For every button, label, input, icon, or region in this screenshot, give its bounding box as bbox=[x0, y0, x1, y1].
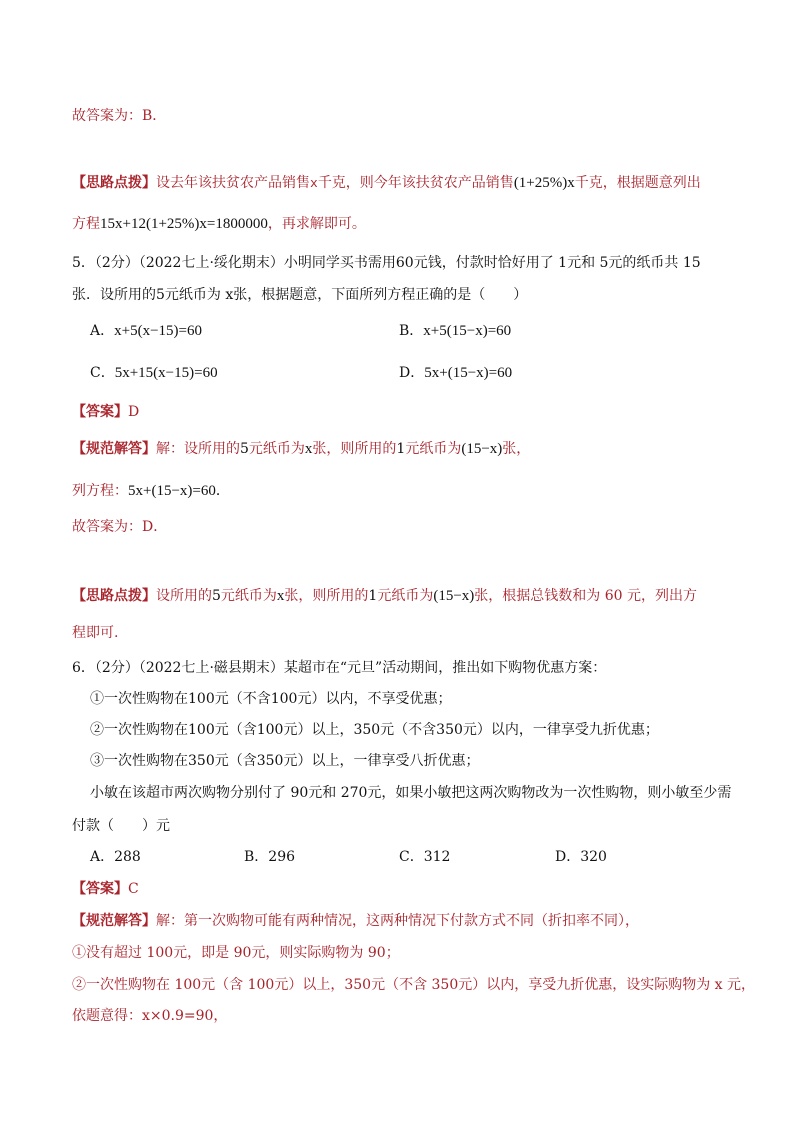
q5-option-b bbox=[399, 320, 511, 340]
answer-statement-q4: 故答案为：B． bbox=[72, 108, 167, 124]
math-expression: 15x+12(1+25%)x=1800000 bbox=[100, 216, 268, 232]
q6-rule-1: ①一次性购物在100元（不含100元）以内，不享受优惠； bbox=[90, 691, 452, 707]
answer-value: D bbox=[128, 404, 140, 420]
q5-answer bbox=[72, 401, 139, 421]
q5-option-d bbox=[399, 362, 512, 382]
q6-option-a: A．288 bbox=[90, 849, 141, 865]
hint-tag: 【思路点拨】 bbox=[72, 175, 156, 191]
hint-text: 千克，根据题意列出 bbox=[574, 175, 701, 191]
question-5-line1: 5．（2分）（2022七上·绥化期末）小明同学买书需用60元钱，付款时恰好用了 1元和 5元的纸币共 15 bbox=[72, 255, 701, 271]
number: 1 bbox=[368, 588, 378, 604]
q5-option-c bbox=[90, 362, 218, 382]
question-6-line1: 6．（2分）（2022七上·磁县期末）某超市在“元旦”活动期间，推出如下购物优惠方案： bbox=[72, 660, 607, 676]
q6-option-b: B．296 bbox=[244, 849, 296, 865]
hint-text: 千克，则今年该扶贫农产品销售 bbox=[317, 175, 514, 191]
solution-text: 张，则所用的 bbox=[312, 441, 397, 457]
option-label: A． bbox=[90, 323, 115, 339]
hint-text: 张，则所用的 bbox=[284, 588, 369, 604]
q5-final-answer: 故答案为：D． bbox=[72, 519, 168, 535]
hint-text: ，再求解即可。 bbox=[267, 216, 366, 232]
hint-text: 设去年该扶贫农产品销售 bbox=[156, 175, 310, 191]
hint-text: 方程 bbox=[72, 216, 100, 232]
solution-text: 解：设所用的 bbox=[156, 441, 240, 457]
hint-text: 元纸币为 bbox=[220, 588, 277, 604]
number: 5 bbox=[240, 441, 249, 457]
solution-text: 元纸币为 bbox=[248, 441, 305, 457]
math-expression: x+5(15−x)=60 bbox=[423, 323, 512, 339]
math-expression: (15−x) bbox=[461, 441, 503, 457]
variable-x: x bbox=[276, 588, 285, 604]
q6-stem-line1: 小敏在该超市两次购物分别付了 90元和 270元，如果小敏把这两次购物改为一次性购物，则小敏至少需 bbox=[90, 785, 732, 801]
math-expression: x+5(x−15)=60 bbox=[114, 323, 202, 339]
math-expression: (1+25%)x bbox=[513, 175, 575, 191]
q6-stem-line2: 付款（ ）元 bbox=[72, 818, 170, 834]
solution-text: 解：第一次购物可能有两种情况，这两种情况下付款方式不同（折扣率不同）， bbox=[156, 913, 639, 929]
answer-tag: 【答案】 bbox=[72, 404, 128, 420]
option-label: D． bbox=[399, 365, 425, 381]
solution-tag: 【规范解答】 bbox=[72, 913, 156, 929]
q6-rule-2: ②一次性购物在100元（含100元）以上，350元（不含350元）以内，一律享受九折优惠； bbox=[90, 722, 659, 738]
hint-q4-line2 bbox=[72, 213, 366, 233]
solution-text: 张， bbox=[502, 441, 531, 457]
hint-q4-line1 bbox=[72, 172, 701, 192]
q5-hint-line1 bbox=[72, 585, 697, 605]
q5-solution-line1 bbox=[72, 438, 530, 458]
math-expression: (15−x) bbox=[433, 588, 475, 604]
q6-solution-line1 bbox=[72, 910, 639, 930]
math-expression: 5x+15(x−15)=60 bbox=[114, 365, 218, 381]
hint-text: 张，根据总钱数和为 60 元，列出方 bbox=[474, 588, 698, 604]
hint-tag: 【思路点拨】 bbox=[72, 588, 156, 604]
answer-tag: 【答案】 bbox=[72, 881, 128, 897]
option-label: C． bbox=[90, 365, 115, 381]
q6-option-d: D．320 bbox=[555, 849, 607, 865]
q5-option-a bbox=[90, 320, 202, 340]
question-5-line2: 张．设所用的5元纸币为 x张，根据题意，下面所列方程正确的是（ ） bbox=[72, 287, 528, 303]
solution-text: 元纸币为 bbox=[405, 441, 462, 457]
option-label: B． bbox=[399, 323, 424, 339]
solution-text: 列方程： bbox=[72, 483, 128, 499]
math-expression: 5x+(15−x)=60 bbox=[424, 365, 513, 381]
q6-case-1: ①没有超过 100元，即是 90元，则实际购物为 90； bbox=[72, 945, 400, 961]
variable-x: x bbox=[310, 176, 318, 191]
hint-text: 元纸币为 bbox=[377, 588, 434, 604]
q6-answer bbox=[72, 878, 139, 898]
q5-equation bbox=[72, 480, 230, 500]
number: 1 bbox=[396, 441, 406, 457]
q6-option-c: C．312 bbox=[399, 849, 451, 865]
q6-rule-3: ③一次性购物在350元（含350元）以上，一律享受八折优惠； bbox=[90, 753, 480, 769]
answer-value: C bbox=[128, 881, 139, 897]
variable-x: x bbox=[304, 441, 313, 457]
math-expression: 5x+(15−x)=60 bbox=[128, 483, 216, 499]
solution-text: ． bbox=[215, 483, 230, 499]
q6-case-3: 依题意得：x×0.9=90， bbox=[72, 1008, 228, 1024]
q5-hint-line2: 程即可. bbox=[72, 625, 119, 641]
solution-tag: 【规范解答】 bbox=[72, 441, 156, 457]
hint-text: 设所用的 bbox=[156, 588, 212, 604]
number: 5 bbox=[212, 588, 221, 604]
q6-case-2: ②一次性购物在 100元（含 100元）以上，350元（不含 350元）以内，享受九折优惠，设实际购物为 x 元， bbox=[72, 977, 756, 993]
